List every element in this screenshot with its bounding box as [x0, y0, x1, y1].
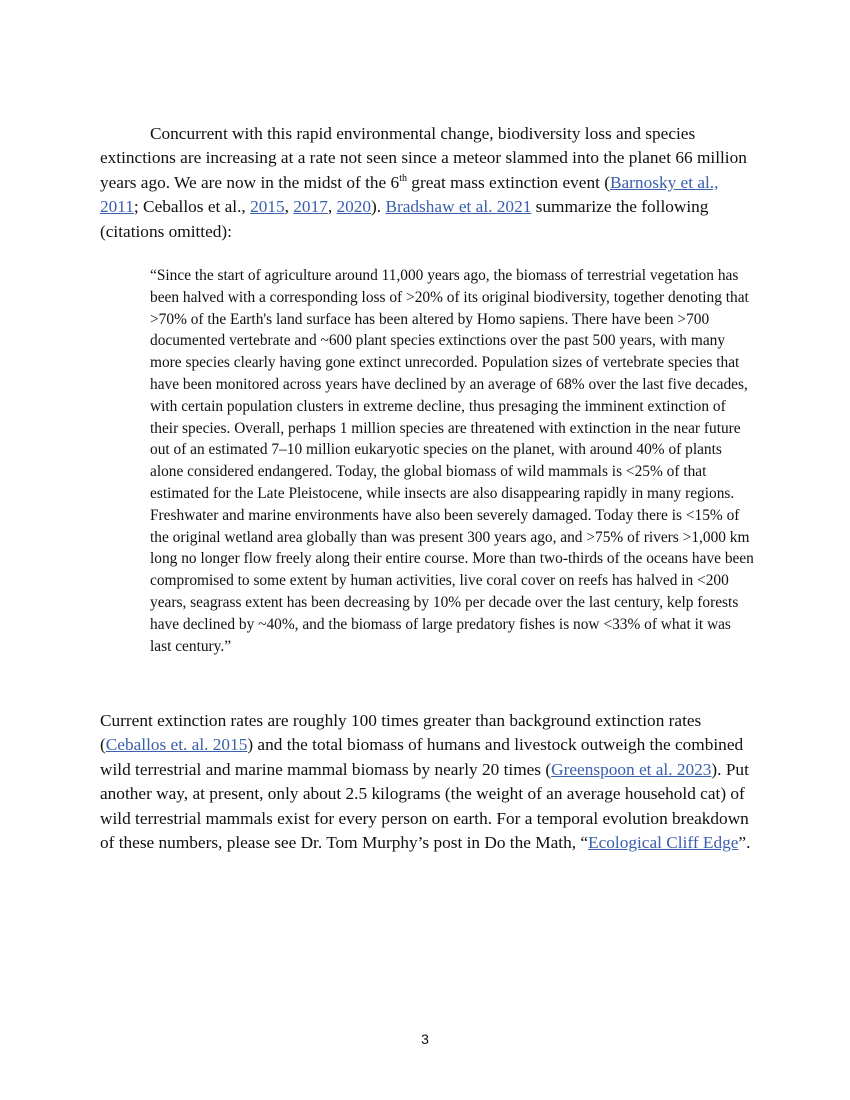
text: ) and the total biomass of humans and livestock outweigh the combined wild terrestrial and marine mammal biomass by nearly 20 times ( [100, 735, 744, 779]
link-ceballos-2015[interactable]: 2015 [250, 197, 285, 217]
link-ceballos-2020[interactable]: 2020 [336, 197, 372, 217]
page-number: 3 [421, 1031, 429, 1047]
link-greenspoon-2023[interactable]: Greenspoon et al. 2023 [551, 759, 712, 779]
text: , [284, 197, 294, 217]
link-ceballos-2017[interactable]: 2017 [293, 197, 328, 217]
superscript-th: th [399, 173, 407, 185]
text: ). Put another way, at present, only about 2.5 kilograms (the weight of an average household cat) of wild terrestrial mammals exist for every person on earth. For a temporal evolution breakdown of these numbers, please see Dr. Tom Murphy’s post in Do the Math, “ [100, 759, 749, 853]
text: great mass extinction event ( [406, 172, 610, 192]
block-quote: “Since the start of agriculture around 11,000 years ago, the biomass of terrestrial vegetation has been halved with a corresponding loss of >20% of its original biodiversity, together denoting that >70% of the Earth's land surface has been altered by Homo sapiens. There have been >700 documented vertebrate and ~600 plant species extinctions over the past 500 years, with many more species clearly having gone extinct unrecorded. Population sizes of vertebrate species that have been monitored across years have declined by an average of 68% over the last five decades, with certain population clusters in extreme decline, thus presaging the imminent extinction of their species. Overall, perhaps 1 million species are threatened with extinction in the near future out of an estimated 7–10 million eukaryotic species on the planet, with around 40% of plants alone considered endangered. Today, the global biomass of wild mammals is <25% of that estimated for the Late Pleistocene, while insects are also disappearing rapidly in many regions. Freshwater and marine environments have also been severely damaged. Today there is <15% of the original wetland area globally than was present 300 years ago, and >75% of rivers >1,000 km long no longer flow freely along their entire course. More than two-thirds of the oceans have been compromised to some extent by human activities, live coral cover on reefs has halved in <200 years, seagrass extent has been decreasing by 10% per decade over the last century, kelp forests have declined by ~40%, and the biomass of large predatory fishes is now <33% of what it was last century.” [150, 267, 754, 655]
paragraph-intro [100, 122, 760, 244]
text: ; Ceballos et al., [133, 197, 251, 217]
text: ”. [738, 833, 751, 853]
text: , [327, 197, 337, 217]
text: Concurrent with this rapid environmental change, biodiversity loss and species extinctions are increasing at a rate not seen since a meteor slammed into the planet 66 million years ago. We are now in the midst of the 6 [100, 124, 747, 192]
link-barnosky-2011[interactable]: Barnosky et al., 2011 [100, 172, 719, 217]
link-bradshaw-2021[interactable]: Bradshaw et al. 2021 [385, 197, 532, 217]
link-ecological-cliff-edge[interactable]: Ecological Cliff Edge [588, 833, 739, 853]
paragraph-extinction-rates [100, 709, 760, 855]
text: summarize the following (citations omitted): [100, 197, 709, 241]
text: Current extinction rates are roughly 100 times greater than background extinction rates ( [100, 711, 702, 755]
link-ceballos-2015-b[interactable]: Ceballos et. al. 2015 [105, 735, 248, 755]
text: ). [371, 197, 386, 217]
